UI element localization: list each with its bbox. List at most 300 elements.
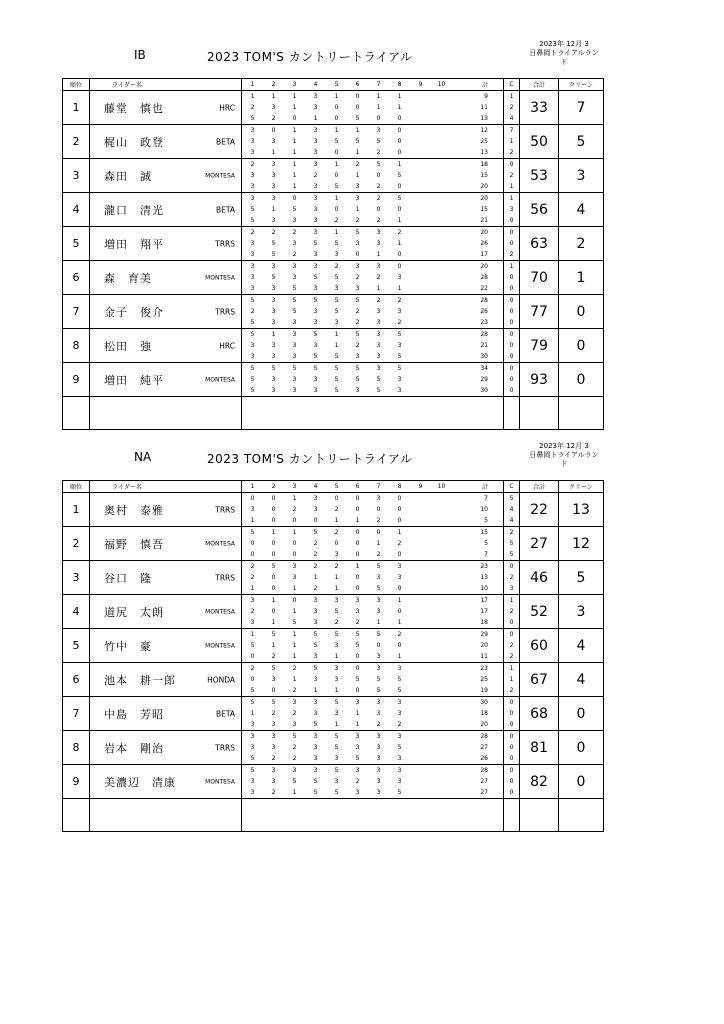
section-score: 2	[271, 653, 276, 660]
total-cleans: 2	[559, 227, 604, 261]
score-cell	[242, 595, 504, 629]
section-score: 1	[376, 285, 381, 292]
section-score: 5	[355, 376, 360, 383]
lap-line	[242, 261, 503, 272]
section-score: 1	[376, 619, 381, 626]
lap-clean-count: 0	[509, 710, 514, 717]
lap-line	[242, 329, 503, 340]
section-score: 3	[313, 195, 318, 202]
section-score: 3	[334, 778, 339, 785]
event-venue: 日鼻岡トライアルランド	[529, 49, 599, 66]
section-score: 5	[271, 563, 276, 570]
lap-total: 13	[480, 149, 488, 156]
lap-total: 11	[480, 104, 488, 111]
event-date-block	[529, 40, 599, 67]
section-numbers	[242, 481, 503, 492]
table-row	[63, 261, 604, 295]
section-score: 2	[313, 585, 318, 592]
section-score: 2	[355, 619, 360, 626]
section-score: 3	[271, 353, 276, 360]
table-row	[63, 595, 604, 629]
lap-total: 26	[480, 240, 488, 247]
section-score: 3	[376, 240, 381, 247]
empty-cell	[559, 799, 604, 832]
lap-total: 28	[480, 331, 488, 338]
section-score: 1	[397, 529, 402, 536]
section-score: 5	[355, 755, 360, 762]
section-number: 3	[292, 483, 297, 490]
section-score: 1	[250, 93, 255, 100]
event-date-block	[529, 442, 599, 469]
section-score: 3	[313, 597, 318, 604]
lap-total: 15	[480, 206, 488, 213]
section-score: 1	[355, 127, 360, 134]
rider-name: 瀧口 清光	[104, 203, 164, 217]
section-score: 3	[376, 308, 381, 315]
section-score: 3	[376, 665, 381, 672]
section-score: 0	[271, 127, 276, 134]
section-number: 1	[250, 81, 255, 88]
section-score: 3	[355, 240, 360, 247]
col-clean: C	[504, 79, 520, 91]
section-score: 1	[334, 517, 339, 524]
rider-cell	[90, 329, 242, 363]
section-score: 1	[292, 676, 297, 683]
rank-cell: 1	[63, 493, 90, 527]
total-cleans: 0	[559, 329, 604, 363]
section-score: 3	[313, 387, 318, 394]
score-cell	[242, 527, 504, 561]
result-section-ib	[62, 38, 603, 430]
section-score: 5	[334, 297, 339, 304]
section-score: 5	[397, 744, 402, 751]
lap-total: 17	[480, 251, 488, 258]
lap-clean-count: 4	[509, 506, 514, 513]
clean-count-cell	[504, 595, 520, 629]
score-cell	[242, 159, 504, 193]
section-score: 1	[355, 710, 360, 717]
section-number: 2	[271, 483, 276, 490]
section-score: 5	[376, 376, 381, 383]
section-score: 3	[376, 319, 381, 326]
rank-cell: 2	[63, 527, 90, 561]
lap-line	[242, 731, 503, 742]
lap-total: 18	[480, 619, 488, 626]
section-score: 5	[355, 297, 360, 304]
section-score: 3	[271, 778, 276, 785]
lap-line	[242, 538, 503, 549]
section-score: 3	[355, 597, 360, 604]
section-score: 1	[355, 149, 360, 156]
section-score: 5	[313, 274, 318, 281]
section-score: 1	[334, 585, 339, 592]
section-score: 2	[376, 217, 381, 224]
section-score: 1	[334, 331, 339, 338]
section-score: 3	[250, 733, 255, 740]
empty-row	[63, 397, 604, 430]
section-score: 3	[355, 733, 360, 740]
lap-total: 20	[480, 229, 488, 236]
section-score: 0	[397, 149, 402, 156]
col-sections	[242, 481, 504, 493]
lap-total: 25	[480, 138, 488, 145]
section-score: 1	[334, 161, 339, 168]
section-score: 0	[250, 495, 255, 502]
section-score: 3	[334, 551, 339, 558]
rider-name: 福野 慎吾	[104, 537, 164, 551]
section-score: 3	[313, 229, 318, 236]
section-score: 5	[355, 331, 360, 338]
section-number: 10	[437, 81, 446, 88]
section-score: 3	[397, 755, 402, 762]
section-score: 0	[355, 540, 360, 547]
section-score: 3	[313, 263, 318, 270]
section-score: 3	[355, 789, 360, 796]
table-row	[63, 527, 604, 561]
total-points: 93	[520, 363, 559, 397]
maker-label: TRRS	[215, 307, 235, 316]
maker-label: MONTESA	[205, 172, 235, 179]
section-score: 0	[271, 506, 276, 513]
section-score: 1	[376, 93, 381, 100]
section-score: 1	[397, 619, 402, 626]
lap-total: 20	[480, 721, 488, 728]
section-score: 3	[292, 574, 297, 581]
section-score: 3	[376, 755, 381, 762]
lap-clean-count: 0	[509, 240, 514, 247]
lap-line	[242, 765, 503, 776]
maker-label: MONTESA	[205, 778, 235, 785]
section-score: 5	[397, 353, 402, 360]
section-score: 2	[313, 540, 318, 547]
section-score: 3	[313, 495, 318, 502]
lap-line	[242, 215, 503, 226]
total-points: 70	[520, 261, 559, 295]
section-score: 2	[355, 319, 360, 326]
section-score: 5	[376, 585, 381, 592]
lap-total: 10	[480, 506, 488, 513]
lap-clean-count: 2	[509, 251, 514, 258]
table-row	[63, 91, 604, 125]
section-score: 3	[250, 149, 255, 156]
total-points: 68	[520, 697, 559, 731]
section-score: 5	[313, 665, 318, 672]
section-score: 2	[250, 563, 255, 570]
section-score: 1	[397, 161, 402, 168]
section-score: 3	[376, 365, 381, 372]
section-score: 5	[334, 608, 339, 615]
section-score: 1	[250, 517, 255, 524]
section-score: 0	[397, 138, 402, 145]
section-score: 0	[313, 517, 318, 524]
lap-clean-count: 2	[509, 653, 514, 660]
table-row	[63, 363, 604, 397]
total-points: 50	[520, 125, 559, 159]
total-cleans: 0	[559, 363, 604, 397]
section-score: 3	[271, 319, 276, 326]
section-score: 3	[334, 597, 339, 604]
section-score: 3	[313, 676, 318, 683]
section-score: 2	[355, 217, 360, 224]
section-score: 3	[250, 240, 255, 247]
section-score: 3	[376, 331, 381, 338]
lap-total: 19	[480, 687, 488, 694]
clean-count-cell	[504, 329, 520, 363]
col-sections	[242, 79, 504, 91]
lap-line	[242, 583, 503, 594]
table-row	[63, 159, 604, 193]
total-points: 77	[520, 295, 559, 329]
section-score: 1	[271, 206, 276, 213]
section-score: 1	[292, 642, 297, 649]
total-points: 82	[520, 765, 559, 799]
maker-label: BETA	[215, 205, 235, 214]
section-score: 3	[271, 104, 276, 111]
section-score: 3	[250, 251, 255, 258]
section-score: 0	[355, 687, 360, 694]
section-score: 2	[376, 297, 381, 304]
table-row	[63, 697, 604, 731]
section-score: 5	[313, 789, 318, 796]
section-score: 5	[250, 642, 255, 649]
section-score: 0	[355, 506, 360, 513]
section-score: 3	[376, 574, 381, 581]
empty-cell	[242, 397, 504, 430]
section-score: 5	[313, 353, 318, 360]
section-score: 3	[376, 778, 381, 785]
total-cleans: 12	[559, 527, 604, 561]
maker-label: BETA	[215, 137, 235, 146]
lap-clean-count: 0	[509, 767, 514, 774]
section-score: 0	[376, 506, 381, 513]
section-score: 3	[271, 297, 276, 304]
section-score: 2	[271, 229, 276, 236]
section-score: 5	[292, 733, 297, 740]
section-score: 0	[292, 517, 297, 524]
section-header	[62, 440, 603, 480]
section-score: 3	[292, 721, 297, 728]
rank-cell: 1	[63, 91, 90, 125]
section-score: 3	[271, 172, 276, 179]
total-cleans: 1	[559, 261, 604, 295]
section-score: 3	[313, 376, 318, 383]
lap-line	[242, 663, 503, 674]
score-cell	[242, 125, 504, 159]
rank-cell: 6	[63, 663, 90, 697]
maker-label: HRC	[219, 103, 235, 112]
section-score: 1	[292, 495, 297, 502]
lap-line	[242, 102, 503, 113]
section-score: 3	[376, 710, 381, 717]
lap-total: 21	[480, 342, 488, 349]
section-score: 1	[292, 127, 297, 134]
rider-name: 岩本 剛治	[104, 741, 164, 755]
lap-line	[242, 504, 503, 515]
lap-clean-count: 5	[509, 551, 514, 558]
section-score: 0	[271, 495, 276, 502]
section-score: 0	[271, 551, 276, 558]
section-score: 2	[355, 161, 360, 168]
lap-clean-count: 2	[509, 687, 514, 694]
section-score: 3	[271, 308, 276, 315]
lap-total: 5	[484, 517, 488, 524]
section-score: 3	[271, 721, 276, 728]
section-score: 3	[355, 744, 360, 751]
lap-clean-count: 0	[509, 699, 514, 706]
section-score: 5	[250, 767, 255, 774]
section-score: 3	[292, 376, 297, 383]
section-score: 3	[250, 353, 255, 360]
section-score: 5	[355, 676, 360, 683]
total-points: 79	[520, 329, 559, 363]
section-score: 3	[397, 308, 402, 315]
section-score: 5	[334, 240, 339, 247]
lap-total: 27	[480, 778, 488, 785]
section-score: 3	[397, 574, 402, 581]
section-score: 3	[271, 183, 276, 190]
section-score: 3	[292, 563, 297, 570]
table-row	[63, 765, 604, 799]
total-cleans: 3	[559, 159, 604, 193]
lap-line	[242, 238, 503, 249]
section-score: 1	[292, 653, 297, 660]
lap-line	[242, 515, 503, 526]
section-score: 1	[376, 104, 381, 111]
maker-label: HONDA	[207, 675, 235, 684]
lap-line	[242, 708, 503, 719]
lap-total: 23	[480, 319, 488, 326]
col-cleans: クリーン	[559, 79, 604, 91]
lap-line	[242, 136, 503, 147]
section-score: 5	[271, 240, 276, 247]
rider-cell	[90, 125, 242, 159]
section-number: 7	[376, 81, 381, 88]
section-score: 3	[250, 263, 255, 270]
section-score: 0	[334, 104, 339, 111]
section-score: 3	[355, 699, 360, 706]
section-score: 3	[313, 342, 318, 349]
section-score: 5	[334, 699, 339, 706]
section-score: 3	[334, 755, 339, 762]
section-score: 0	[376, 115, 381, 122]
section-score: 3	[355, 263, 360, 270]
lap-clean-count: 1	[509, 138, 514, 145]
section-score: 2	[271, 710, 276, 717]
lap-line	[242, 363, 503, 374]
section-score: 1	[250, 631, 255, 638]
rank-cell: 2	[63, 125, 90, 159]
section-score: 2	[355, 342, 360, 349]
section-score: 2	[376, 551, 381, 558]
total-cleans: 3	[559, 595, 604, 629]
section-score: 3	[397, 274, 402, 281]
maker-label: MONTESA	[205, 608, 235, 615]
section-score: 1	[397, 93, 402, 100]
section-numbers	[242, 79, 503, 90]
section-score: 0	[355, 551, 360, 558]
section-score: 3	[292, 353, 297, 360]
event-venue: 日鼻岡トライアルランド	[529, 451, 599, 468]
lap-clean-count: 0	[509, 619, 514, 626]
total-points: 81	[520, 731, 559, 765]
section-score: 0	[397, 263, 402, 270]
section-score: 3	[250, 506, 255, 513]
section-score: 3	[313, 619, 318, 626]
rider-cell	[90, 527, 242, 561]
rank-cell: 8	[63, 731, 90, 765]
section-score: 3	[334, 642, 339, 649]
section-score: 2	[355, 778, 360, 785]
section-score: 5	[250, 217, 255, 224]
rider-name: 増田 翔平	[104, 237, 164, 251]
clean-count-cell	[504, 125, 520, 159]
section-score: 3	[313, 653, 318, 660]
section-score: 3	[292, 699, 297, 706]
section-score: 3	[250, 721, 255, 728]
section-score: 0	[292, 195, 297, 202]
section-score: 2	[292, 710, 297, 717]
score-cell	[242, 295, 504, 329]
event-date: 2023年 12月 3	[539, 40, 589, 48]
section-score: 5	[313, 240, 318, 247]
total-cleans: 13	[559, 493, 604, 527]
section-score: 5	[250, 297, 255, 304]
lap-clean-count: 0	[509, 387, 514, 394]
table-row	[63, 493, 604, 527]
section-score: 1	[376, 540, 381, 547]
section-score: 3	[355, 285, 360, 292]
section-score: 5	[334, 387, 339, 394]
result-section-na	[62, 440, 603, 832]
section-score: 3	[334, 665, 339, 672]
clean-count-cell	[504, 261, 520, 295]
section-score: 1	[376, 251, 381, 258]
section-score: 0	[397, 551, 402, 558]
section-score: 5	[376, 161, 381, 168]
section-score: 0	[397, 251, 402, 258]
section-score: 3	[376, 608, 381, 615]
lap-line	[242, 204, 503, 215]
section-score: 3	[376, 263, 381, 270]
section-score: 5	[313, 642, 318, 649]
empty-cell	[520, 397, 559, 430]
section-score: 0	[397, 506, 402, 513]
section-score: 3	[376, 495, 381, 502]
section-score: 3	[313, 138, 318, 145]
lap-total: 20	[480, 195, 488, 202]
col-rider: ライダー名	[90, 481, 242, 493]
lap-total: 29	[480, 376, 488, 383]
total-points: 33	[520, 91, 559, 125]
section-score: 3	[271, 217, 276, 224]
col-sum: 合計	[520, 481, 559, 493]
rank-cell: 9	[63, 363, 90, 397]
section-score: 3	[376, 699, 381, 706]
section-score: 0	[397, 642, 402, 649]
section-score: 1	[271, 149, 276, 156]
section-score: 5	[397, 172, 402, 179]
clean-count-cell	[504, 363, 520, 397]
section-score: 5	[271, 251, 276, 258]
section-score: 3	[250, 342, 255, 349]
table-row	[63, 193, 604, 227]
section-score: 0	[271, 540, 276, 547]
lap-clean-count: 2	[509, 529, 514, 536]
lap-total: 20	[480, 263, 488, 270]
lap-total: 12	[480, 127, 488, 134]
lap-clean-count: 1	[509, 597, 514, 604]
maker-label: MONTESA	[205, 642, 235, 649]
